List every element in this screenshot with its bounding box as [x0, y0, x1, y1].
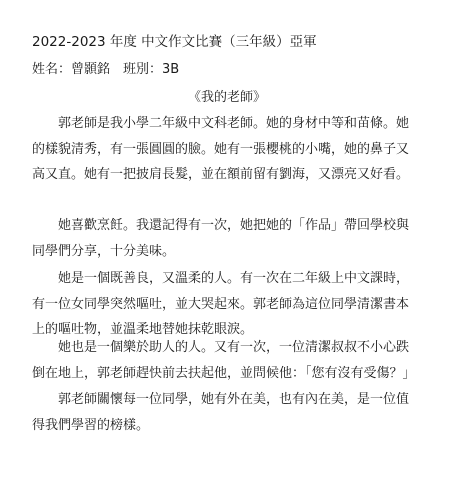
essay-paragraph-1: 郭老師是我小學二年級中文科老師。她的身材中等和苗條。她的樣貌清秀，有一張圓圓的臉。她有一張櫻桃的小嘴，她的鼻子又高又直。她有一把披肩長髮，並在額前留有劉海，又漂亮又好看。 — [32, 116, 410, 182]
essay-paragraph-4: 她也是一個樂於助人的人。又有一次，一位清潔叔叔不小心跌倒在地上，郭老師趕快前去扶起他，並問候他：「您有沒有受傷？」 — [32, 340, 416, 381]
essay-title: 《我的老師》 — [188, 90, 267, 105]
competition-heading: 2022-2023 年度 中文作文比賽（三年級）亞軍 — [32, 34, 317, 50]
essay-paragraph-5: 郭老師關懷每一位同學，她有外在美，也有內在美，是一位值得我們學習的榜樣。 — [32, 392, 410, 433]
essay-paragraph-2: 她喜歡烹飪。我還記得有一次，她把她的「作品」帶回學校與同學們分享，十分美味。 — [32, 218, 410, 259]
essay-paragraph-3: 她是一個既善良，又溫柔的人。有一次在二年級上中文課時，有一位女同學突然嘔吐，並大哭起來。郭老師為這位同學清潔書本上的嘔吐物，並溫柔地替她抹乾眼淚。 — [32, 271, 410, 337]
student-info: 姓名：曾顥銘 班別：3B — [32, 62, 180, 77]
